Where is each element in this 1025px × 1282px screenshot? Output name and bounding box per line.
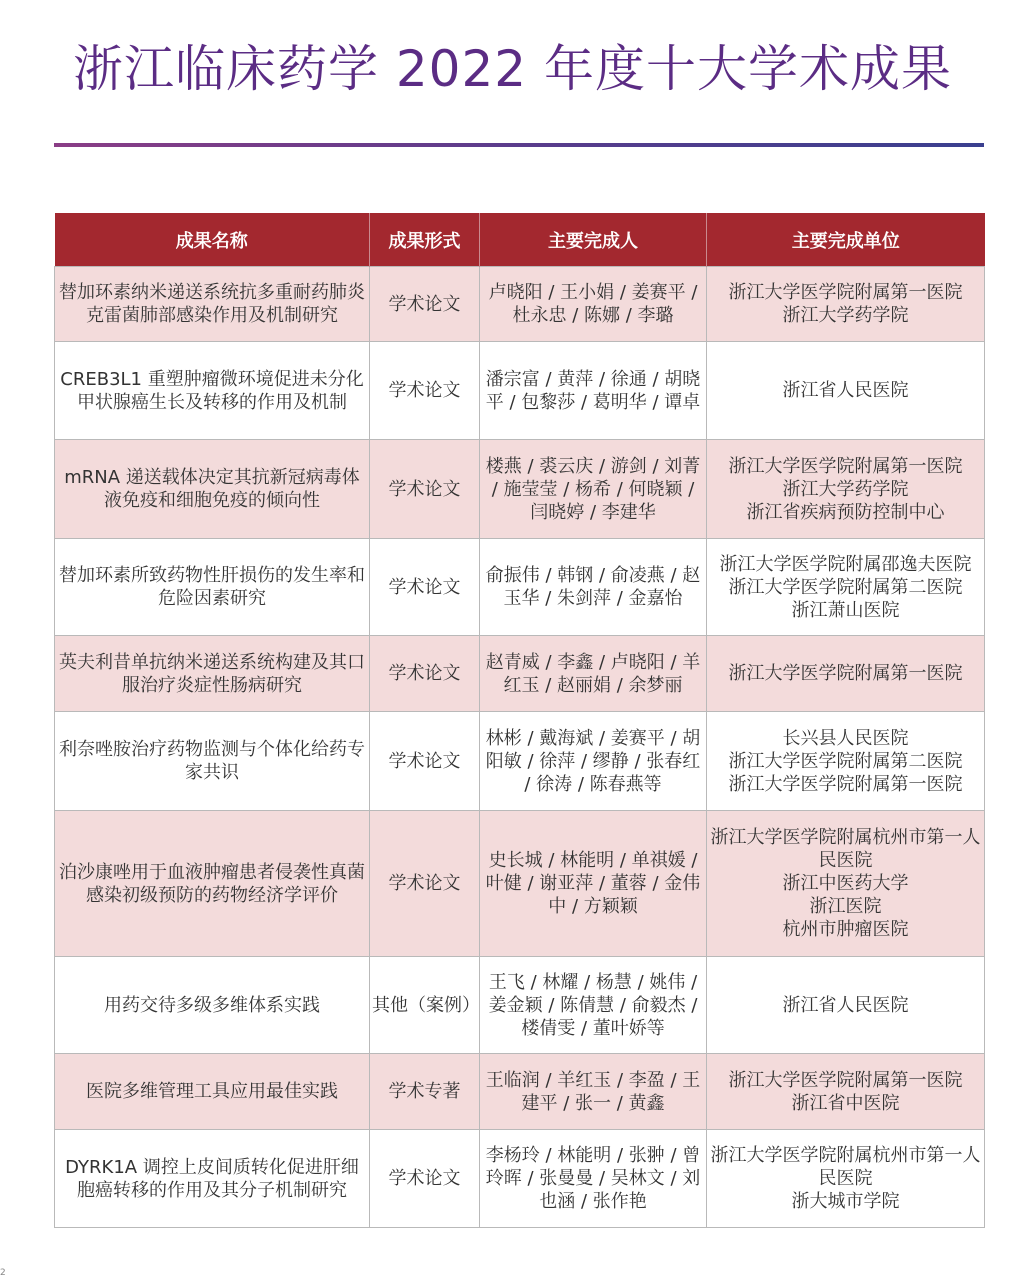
unit-line: 浙江大学医学院附属邵逸夫医院 bbox=[719, 553, 972, 575]
table-row bbox=[55, 811, 985, 957]
cell-name: 医院多维管理工具应用最佳实践 bbox=[55, 1054, 370, 1130]
cell-form: 其他（案例） bbox=[370, 957, 480, 1054]
unit-line: 浙江大学医学院附属杭州市第一人民医院 bbox=[710, 1145, 981, 1189]
cell-form: 学术论文 bbox=[370, 539, 480, 636]
table-row bbox=[55, 1130, 985, 1228]
unit-line: 浙江萧山医院 bbox=[791, 599, 900, 621]
unit-line: 浙大城市学院 bbox=[791, 1191, 900, 1212]
unit-line: 浙江大学医学院附属第一医院 bbox=[728, 1069, 963, 1091]
cell-form: 学术论文 bbox=[370, 342, 480, 440]
unit-line: 浙江省人民医院 bbox=[782, 994, 909, 1016]
cell-units bbox=[707, 957, 985, 1054]
cell-form: 学术论文 bbox=[370, 712, 480, 811]
cell-people: 王临润 / 羊红玉 / 李盈 / 王建平 / 张一 / 黄鑫 bbox=[480, 1054, 707, 1130]
unit-line: 浙江大学医学院附属杭州市第一人民医院 bbox=[710, 827, 981, 871]
table-row bbox=[55, 539, 985, 636]
unit-line: 浙江省人民医院 bbox=[782, 380, 909, 401]
unit-line: 浙江大学医学院附属第一医院 bbox=[728, 455, 963, 477]
results-table bbox=[54, 213, 985, 1228]
title-divider bbox=[54, 143, 984, 147]
unit-line: 浙江大学医学院附属第二医院 bbox=[728, 576, 963, 598]
cell-name: DYRK1A 调控上皮间质转化促进肝细胞癌转移的作用及其分子机制研究 bbox=[55, 1130, 370, 1228]
cell-people: 王飞 / 林耀 / 杨慧 / 姚伟 / 姜金颖 / 陈倩慧 / 俞毅杰 / 楼倩雯 / 董叶娇等 bbox=[480, 957, 707, 1054]
unit-line: 浙江大学药学院 bbox=[782, 478, 909, 500]
unit-line: 浙江省疾病预防控制中心 bbox=[746, 501, 945, 523]
cell-units bbox=[707, 712, 985, 811]
unit-line: 浙江大学医学院附属第二医院 bbox=[728, 750, 963, 772]
cell-units bbox=[707, 636, 985, 712]
cell-name: 英夫利昔单抗纳米递送系统构建及其口服治疗炎症性肠病研究 bbox=[55, 636, 370, 712]
cell-units bbox=[707, 811, 985, 957]
cell-people: 林彬 / 戴海斌 / 姜赛平 / 胡阳敏 / 徐萍 / 缪静 / 张春红 / 徐涛 / 陈春燕等 bbox=[480, 712, 707, 811]
table-row bbox=[55, 342, 985, 440]
header-units: 主要完成单位 bbox=[707, 213, 985, 267]
cell-name: 利奈唑胺治疗药物监测与个体化给药专家共识 bbox=[55, 712, 370, 811]
cell-people: 卢晓阳 / 王小娟 / 姜赛平 / 杜永忠 / 陈娜 / 李璐 bbox=[480, 267, 707, 342]
cell-name: 泊沙康唑用于血液肿瘤患者侵袭性真菌感染初级预防的药物经济学评价 bbox=[55, 811, 370, 957]
cell-people: 赵青威 / 李鑫 / 卢晓阳 / 羊红玉 / 赵丽娟 / 余梦丽 bbox=[480, 636, 707, 712]
header-people: 主要完成人 bbox=[480, 213, 707, 267]
cell-people: 楼燕 / 裘云庆 / 游剑 / 刘菁 / 施莹莹 / 杨希 / 何晓颖 / 闫晓婷 / 李建华 bbox=[480, 440, 707, 539]
page-title: 浙江临床药学 2022 年度十大学术成果 bbox=[72, 40, 953, 98]
cell-people: 李杨玲 / 林能明 / 张翀 / 曾玲晖 / 张曼曼 / 吴林文 / 刘也涵 / 张作艳 bbox=[480, 1130, 707, 1228]
cell-form: 学术论文 bbox=[370, 440, 480, 539]
table-row bbox=[55, 1054, 985, 1130]
cell-units bbox=[707, 267, 985, 342]
cell-units bbox=[707, 342, 985, 440]
cell-people: 俞振伟 / 韩钢 / 俞凌燕 / 赵玉华 / 朱剑萍 / 金嘉怡 bbox=[480, 539, 707, 636]
cell-units bbox=[707, 440, 985, 539]
unit-line: 浙江中医药大学 bbox=[782, 873, 909, 894]
cell-name: 替加环素纳米递送系统抗多重耐药肺炎克雷菌肺部感染作用及机制研究 bbox=[55, 267, 370, 342]
cell-people: 潘宗富 / 黄萍 / 徐通 / 胡晓平 / 包黎莎 / 葛明华 / 谭卓 bbox=[480, 342, 707, 440]
cell-form: 学术专著 bbox=[370, 1054, 480, 1130]
unit-line: 浙江省中医院 bbox=[791, 1092, 900, 1114]
unit-line: 浙江医院 bbox=[809, 896, 882, 917]
cell-name: mRNA 递送载体决定其抗新冠病毒体液免疫和细胞免疫的倾向性 bbox=[55, 440, 370, 539]
cell-units bbox=[707, 1054, 985, 1130]
table-row bbox=[55, 957, 985, 1054]
cell-units bbox=[707, 539, 985, 636]
cell-form: 学术论文 bbox=[370, 636, 480, 712]
cell-form: 学术论文 bbox=[370, 267, 480, 342]
unit-line: 长兴县人民医院 bbox=[782, 727, 909, 749]
page-number: 2 bbox=[0, 1268, 6, 1278]
cell-units bbox=[707, 1130, 985, 1228]
table-row bbox=[55, 267, 985, 342]
table-row bbox=[55, 440, 985, 539]
cell-form: 学术论文 bbox=[370, 811, 480, 957]
table-header-row bbox=[55, 213, 985, 267]
cell-name: 替加环素所致药物性肝损伤的发生率和危险因素研究 bbox=[55, 539, 370, 636]
header-name: 成果名称 bbox=[55, 213, 370, 267]
header-form: 成果形式 bbox=[370, 213, 480, 267]
cell-name: CREB3L1 重塑肿瘤微环境促进未分化甲状腺癌生长及转移的作用及机制 bbox=[55, 342, 370, 440]
cell-people: 史长城 / 林能明 / 单祺媛 / 叶健 / 谢亚萍 / 董蓉 / 金伟中 / 方颖颖 bbox=[480, 811, 707, 957]
unit-line: 杭州市肿瘤医院 bbox=[782, 919, 909, 940]
unit-line: 浙江大学医学院附属第一医院 bbox=[728, 773, 963, 795]
cell-form: 学术论文 bbox=[370, 1130, 480, 1228]
unit-line: 浙江大学医学院附属第一医院 bbox=[728, 282, 963, 303]
unit-line: 浙江大学医学院附属第一医院 bbox=[728, 663, 963, 684]
cell-name: 用药交待多级多维体系实践 bbox=[55, 957, 370, 1054]
table-row bbox=[55, 636, 985, 712]
table-row bbox=[55, 712, 985, 811]
unit-line: 浙江大学药学院 bbox=[782, 305, 909, 326]
